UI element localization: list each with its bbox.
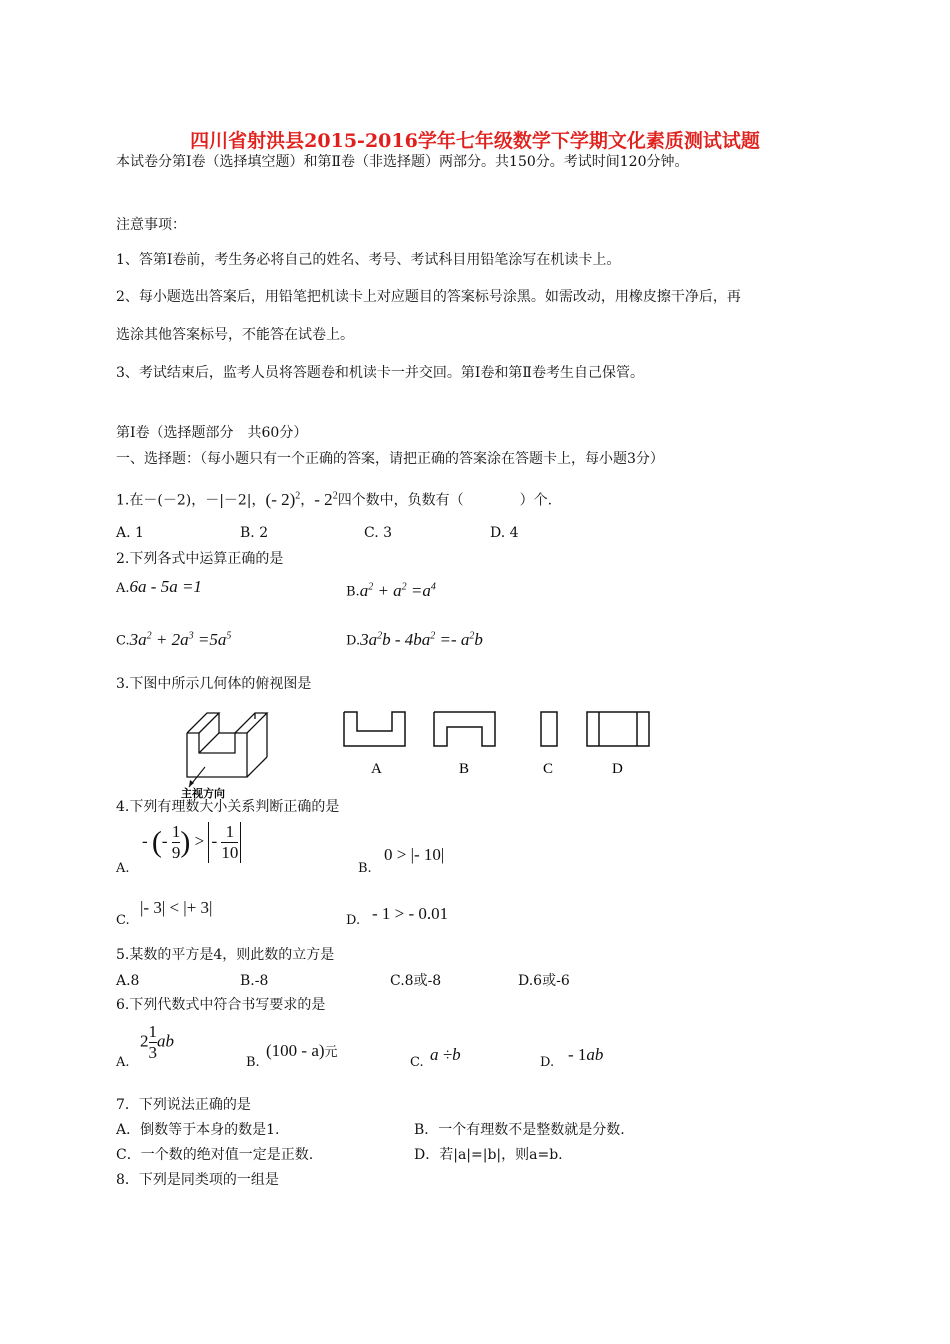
- option-c-label: C: [543, 761, 554, 777]
- q4-d-math: - 1 > - 0.01: [372, 904, 449, 923]
- section1-heading: 一、选择题：（每小题只有一个正确的答案，请把正确的答案涂在答题卡上，每小题3分）: [116, 451, 664, 467]
- q6-c-math: a ÷b: [430, 1045, 461, 1064]
- option-a-label: A: [371, 761, 382, 777]
- note-2-line-1: 2、每小题选出答案后，用铅笔把机读卡上对应题目的答案标号涂黑。如需改动，用橡皮擦干净后，再: [116, 289, 741, 305]
- q2-option-c: $C.3a^2 + 2a^3 =5a^5$: [116, 629, 232, 649]
- q6-b-math: (100 - a)元: [266, 1041, 338, 1060]
- q1-stem: 1.在－(－2)，－|－2|，(- 2)$^2$，- $2^2$四个数中，负数有（ ）个.: [116, 489, 553, 509]
- q1-stem-prefix: 1.在－(－2)，－|－2|，: [116, 492, 266, 509]
- q2-option-d: $D.3a^2b - 4ba^2 =- a^2b$: [346, 629, 483, 649]
- q1-math-1: (- 2)$^2$: [265, 489, 301, 509]
- q7-option-c: C．一个数的绝对值一定是正数.: [116, 1147, 314, 1163]
- notes-heading: 注意事项：: [116, 217, 186, 233]
- q4-c-math: |- 3| < |+ 3|: [140, 898, 213, 917]
- option-d-label: D: [612, 761, 623, 777]
- view-direction-caption: 主视方向: [181, 788, 225, 800]
- q7-option-b: B．一个有理数不是整数就是分数.: [414, 1122, 625, 1138]
- option-c-shape: [541, 712, 557, 746]
- q7-option-d: D．若|a|=|b|，则a=b.: [414, 1147, 563, 1163]
- q4-stem: 4.下列有理数大小关系判断正确的是: [116, 799, 340, 815]
- q6-option-a-label: A.: [116, 1055, 130, 1070]
- note-1: 1、答第Ⅰ卷前，考生务必将自己的姓名、考号、考试科目用铅笔涂写在机读卡上。: [116, 252, 621, 268]
- q1-option-c: C. 3: [364, 525, 393, 541]
- q5-stem: 5.某数的平方是4，则此数的立方是: [116, 947, 335, 963]
- q2-c-math: $3a^2 + 2a^3 =5a^5$: [129, 629, 232, 649]
- solid-3d-drawing: [187, 713, 267, 777]
- q2-option-b: $B.a^2 + a^2 =a^4$: [346, 580, 436, 600]
- q1-math-2: - $2^2$: [314, 489, 338, 509]
- q2-d-math: $3a^2b - 4ba^2 =- a^2b$: [360, 629, 483, 649]
- q3-figure: [175, 705, 665, 800]
- q1-option-d: D. 4: [490, 525, 519, 541]
- q6-option-b-label: B.: [246, 1055, 260, 1070]
- q7-option-a: A．倒数等于本身的数是1.: [116, 1122, 280, 1138]
- q3-stem: 3.下图中所示几何体的俯视图是: [116, 676, 312, 692]
- q5-option-a: A.8: [116, 973, 140, 989]
- q5-option-c: C.8或-8: [390, 973, 442, 989]
- q1-stem-suffix: 四个数中，负数有（ ）个.: [337, 492, 553, 509]
- note-3: 3、考试结束后，监考人员将答题卷和机读卡一并交回。第Ⅰ卷和第Ⅱ卷考生自己保管。: [116, 365, 644, 381]
- page-title: 四川省射洪县2015-2016学年七年级数学下学期文化素质测试试题: [190, 130, 760, 152]
- q2-b-math: $a^2 + a^2 =a^4$: [359, 580, 436, 600]
- q5-option-b: B.-8: [240, 973, 269, 989]
- q2-a-math: 6a - 5a =1: [129, 577, 202, 596]
- q6-d-math: - 1ab: [568, 1045, 604, 1064]
- q6-option-c-label: C.: [410, 1055, 424, 1070]
- q4-option-c-label: C.: [116, 913, 130, 928]
- q4-option-b-label: B.: [358, 861, 372, 876]
- q4-option-a-label: A.: [116, 861, 130, 876]
- q1-option-b: B. 2: [240, 525, 269, 541]
- q5-option-d: D.6或-6: [518, 973, 570, 989]
- q4-a-math: - (- $\frac{1}{9}$ ) > - $\frac{1}{10}$: [142, 822, 241, 863]
- q7-stem: 7．下列说法正确的是: [116, 1097, 251, 1113]
- q2-option-a: A.6a - 5a =1: [116, 577, 202, 596]
- option-b-shape: [434, 712, 495, 746]
- q1-option-a: A. 1: [116, 525, 144, 541]
- note-2-line-2: 选涂其他答案标号，不能答在试卷上。: [116, 327, 354, 343]
- q4-option-d-label: D.: [346, 913, 361, 928]
- option-b-label: B: [459, 761, 470, 777]
- intro-text: 本试卷分第Ⅰ卷（选择填空题）和第Ⅱ卷（非选择题）两部分。共150分。考试时间120分钟。: [116, 154, 689, 170]
- q6-option-d-label: D.: [540, 1055, 555, 1070]
- option-a-shape: [344, 712, 405, 746]
- q2-stem: 2.下列各式中运算正确的是: [116, 551, 284, 567]
- q6-stem: 6.下列代数式中符合书写要求的是: [116, 997, 326, 1013]
- q8-stem: 8．下列是同类项的一组是: [116, 1172, 279, 1188]
- part1-heading: 第Ⅰ卷（选择题部分 共60分）: [116, 425, 308, 441]
- q6-a-math: 2 $\frac{1}{3}$ ab: [140, 1022, 174, 1062]
- option-d-shape: [587, 712, 649, 746]
- q4-b-math: 0 > |- 10|: [384, 845, 445, 864]
